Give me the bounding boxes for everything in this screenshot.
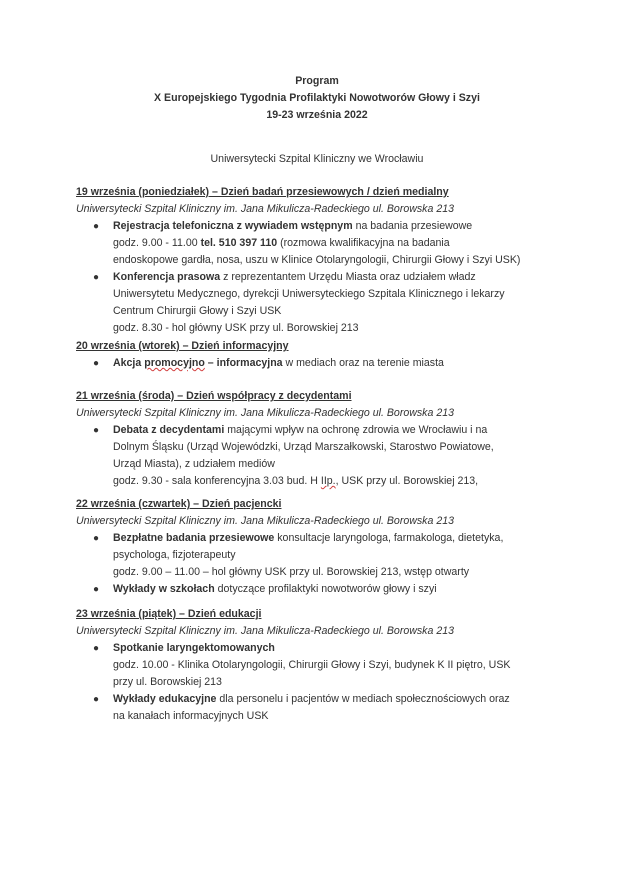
item-text: z reprezentantem Urzędu Miasta oraz udziałem władz	[220, 271, 476, 283]
phone-number: tel. 510 397 110	[200, 237, 278, 249]
item-text: mającymi wpływ na ochronę zdrowia we Wrocławiu i na	[224, 424, 488, 436]
day-section-wednesday	[76, 388, 556, 490]
bullet-icon: ●	[93, 643, 100, 654]
day-title: 21 września (środa) – Dzień współpracy z decydentami	[76, 390, 352, 402]
bullet-icon: ●	[93, 425, 100, 436]
header-event-name: X Europejskiego Tygodnia Profilaktyki Nowotworów Głowy i Szyi	[154, 92, 480, 104]
item-text: psychologa, fizjoterapeuty	[113, 549, 236, 561]
bullet-icon: ●	[93, 272, 100, 283]
header-dates: 19-23 września 2022	[266, 109, 368, 121]
item-text: godz. 9.30 - sala konferencyjna 3.03 bud. H	[113, 475, 321, 487]
day-section-tuesday	[76, 338, 556, 372]
day-section-monday	[76, 184, 556, 337]
item-text: dotyczące profilaktyki nowotworów głowy i szyi	[214, 583, 437, 595]
day-section-friday	[76, 606, 556, 725]
item-text: Urząd Miasta), z udziałem mediów	[113, 458, 275, 470]
item-text: dla personelu i pacjentów w mediach społecznościowych oraz	[216, 693, 510, 705]
day-section-thursday	[76, 496, 556, 598]
day-title: 19 września (poniedziałek) – Dzień badań przesiewowych / dzień medialny	[76, 186, 449, 198]
bullet-icon: ●	[93, 358, 100, 369]
header-title: Program	[295, 75, 339, 87]
item-bold: Rejestracja telefoniczna z wywiadem wstępnym	[113, 220, 353, 232]
item-bold: Bezpłatne badania przesiewowe	[113, 532, 275, 544]
item-text: (rozmowa kwalifikacyjna na badania	[277, 237, 450, 249]
item-bold: Akcja	[113, 357, 145, 369]
day-title: 22 września (czwartek) – Dzień pacjencki	[76, 498, 282, 510]
bullet-icon: ●	[93, 694, 100, 705]
item-text: godz. 9.00 – 11.00 – hol główny USK przy ul. Borowskiej 213, wstęp otwarty	[113, 566, 470, 578]
hospital-name: Uniwersytecki Szpital Kliniczny we Wrocławiu	[210, 153, 424, 165]
item-text: godz. 10.00 - Klinika Otolaryngologii, Chirurgii Głowy i Szyi, budynek K II piętro, USK	[113, 659, 511, 671]
item-text: na badania przesiewowe	[352, 220, 473, 232]
item-text: godz. 8.30 - hol główny USK przy ul. Borowskiej 213	[113, 322, 359, 334]
day-title: 20 września (wtorek) – Dzień informacyjny	[76, 340, 289, 352]
day-items	[76, 218, 556, 337]
bullet-icon: ●	[93, 533, 100, 544]
list-item	[76, 530, 556, 581]
day-location: Uniwersytecki Szpital Kliniczny im. Jana Mikulicza-Radeckiego ul. Borowska 213	[76, 407, 454, 419]
item-text: przy ul. Borowskiej 213	[113, 676, 222, 688]
bullet-icon: ●	[93, 221, 100, 232]
item-text-misspelled: IIp.	[320, 475, 336, 487]
item-bold: Wykłady w szkołach	[113, 583, 215, 595]
item-bold-misspelled: promocyjno	[144, 357, 205, 369]
item-text: Dolnym Śląsku (Urząd Wojewódzki, Urząd Marszałkowski, Starostwo Powiatowe,	[113, 441, 494, 453]
item-bold: Debata z decydentami	[113, 424, 225, 436]
item-text: endoskopowe gardła, nosa, uszu w Klinice Otolaryngologii, Chirurgii Głowy i Szyi USK)	[113, 254, 521, 266]
list-item	[76, 691, 556, 725]
day-items	[76, 355, 556, 372]
item-text: Centrum Chirurgii Głowy i Szyi USK	[113, 305, 282, 317]
day-location: Uniwersytecki Szpital Kliniczny im. Jana Mikulicza-Radeckiego ul. Borowska 213	[76, 515, 454, 527]
item-text: godz. 9.00 - 11.00	[113, 237, 201, 249]
day-items	[76, 530, 556, 598]
document-header	[0, 73, 634, 124]
list-item	[76, 640, 556, 691]
bullet-icon: ●	[93, 584, 100, 595]
list-item	[76, 355, 556, 372]
item-text: na kanałach informacyjnych USK	[113, 710, 269, 722]
item-text: , USK przy ul. Borowskiej 213,	[335, 475, 479, 487]
day-items	[76, 422, 556, 490]
item-bold: Spotkanie laryngektomowanych	[113, 642, 275, 654]
list-item	[76, 218, 556, 269]
item-bold: Konferencja prasowa	[113, 271, 221, 283]
list-item	[76, 581, 556, 598]
day-title: 23 września (piątek) – Dzień edukacji	[76, 608, 262, 620]
item-text: w mediach oraz na terenie miasta	[282, 357, 444, 369]
item-text: Uniwersytetu Medycznego, dyrekcji Uniwersyteckiego Szpitala Klinicznego i lekarzy	[113, 288, 505, 300]
list-item	[76, 422, 556, 490]
day-items	[76, 640, 556, 725]
list-item	[76, 269, 556, 337]
item-bold: Wykłady edukacyjne	[113, 693, 217, 705]
item-bold: – informacyjna	[204, 357, 283, 369]
day-location: Uniwersytecki Szpital Kliniczny im. Jana Mikulicza-Radeckiego ul. Borowska 213	[76, 203, 454, 215]
item-text: konsultacje laryngologa, farmakologa, dietetyka,	[274, 532, 504, 544]
day-location: Uniwersytecki Szpital Kliniczny im. Jana Mikulicza-Radeckiego ul. Borowska 213	[76, 625, 454, 637]
